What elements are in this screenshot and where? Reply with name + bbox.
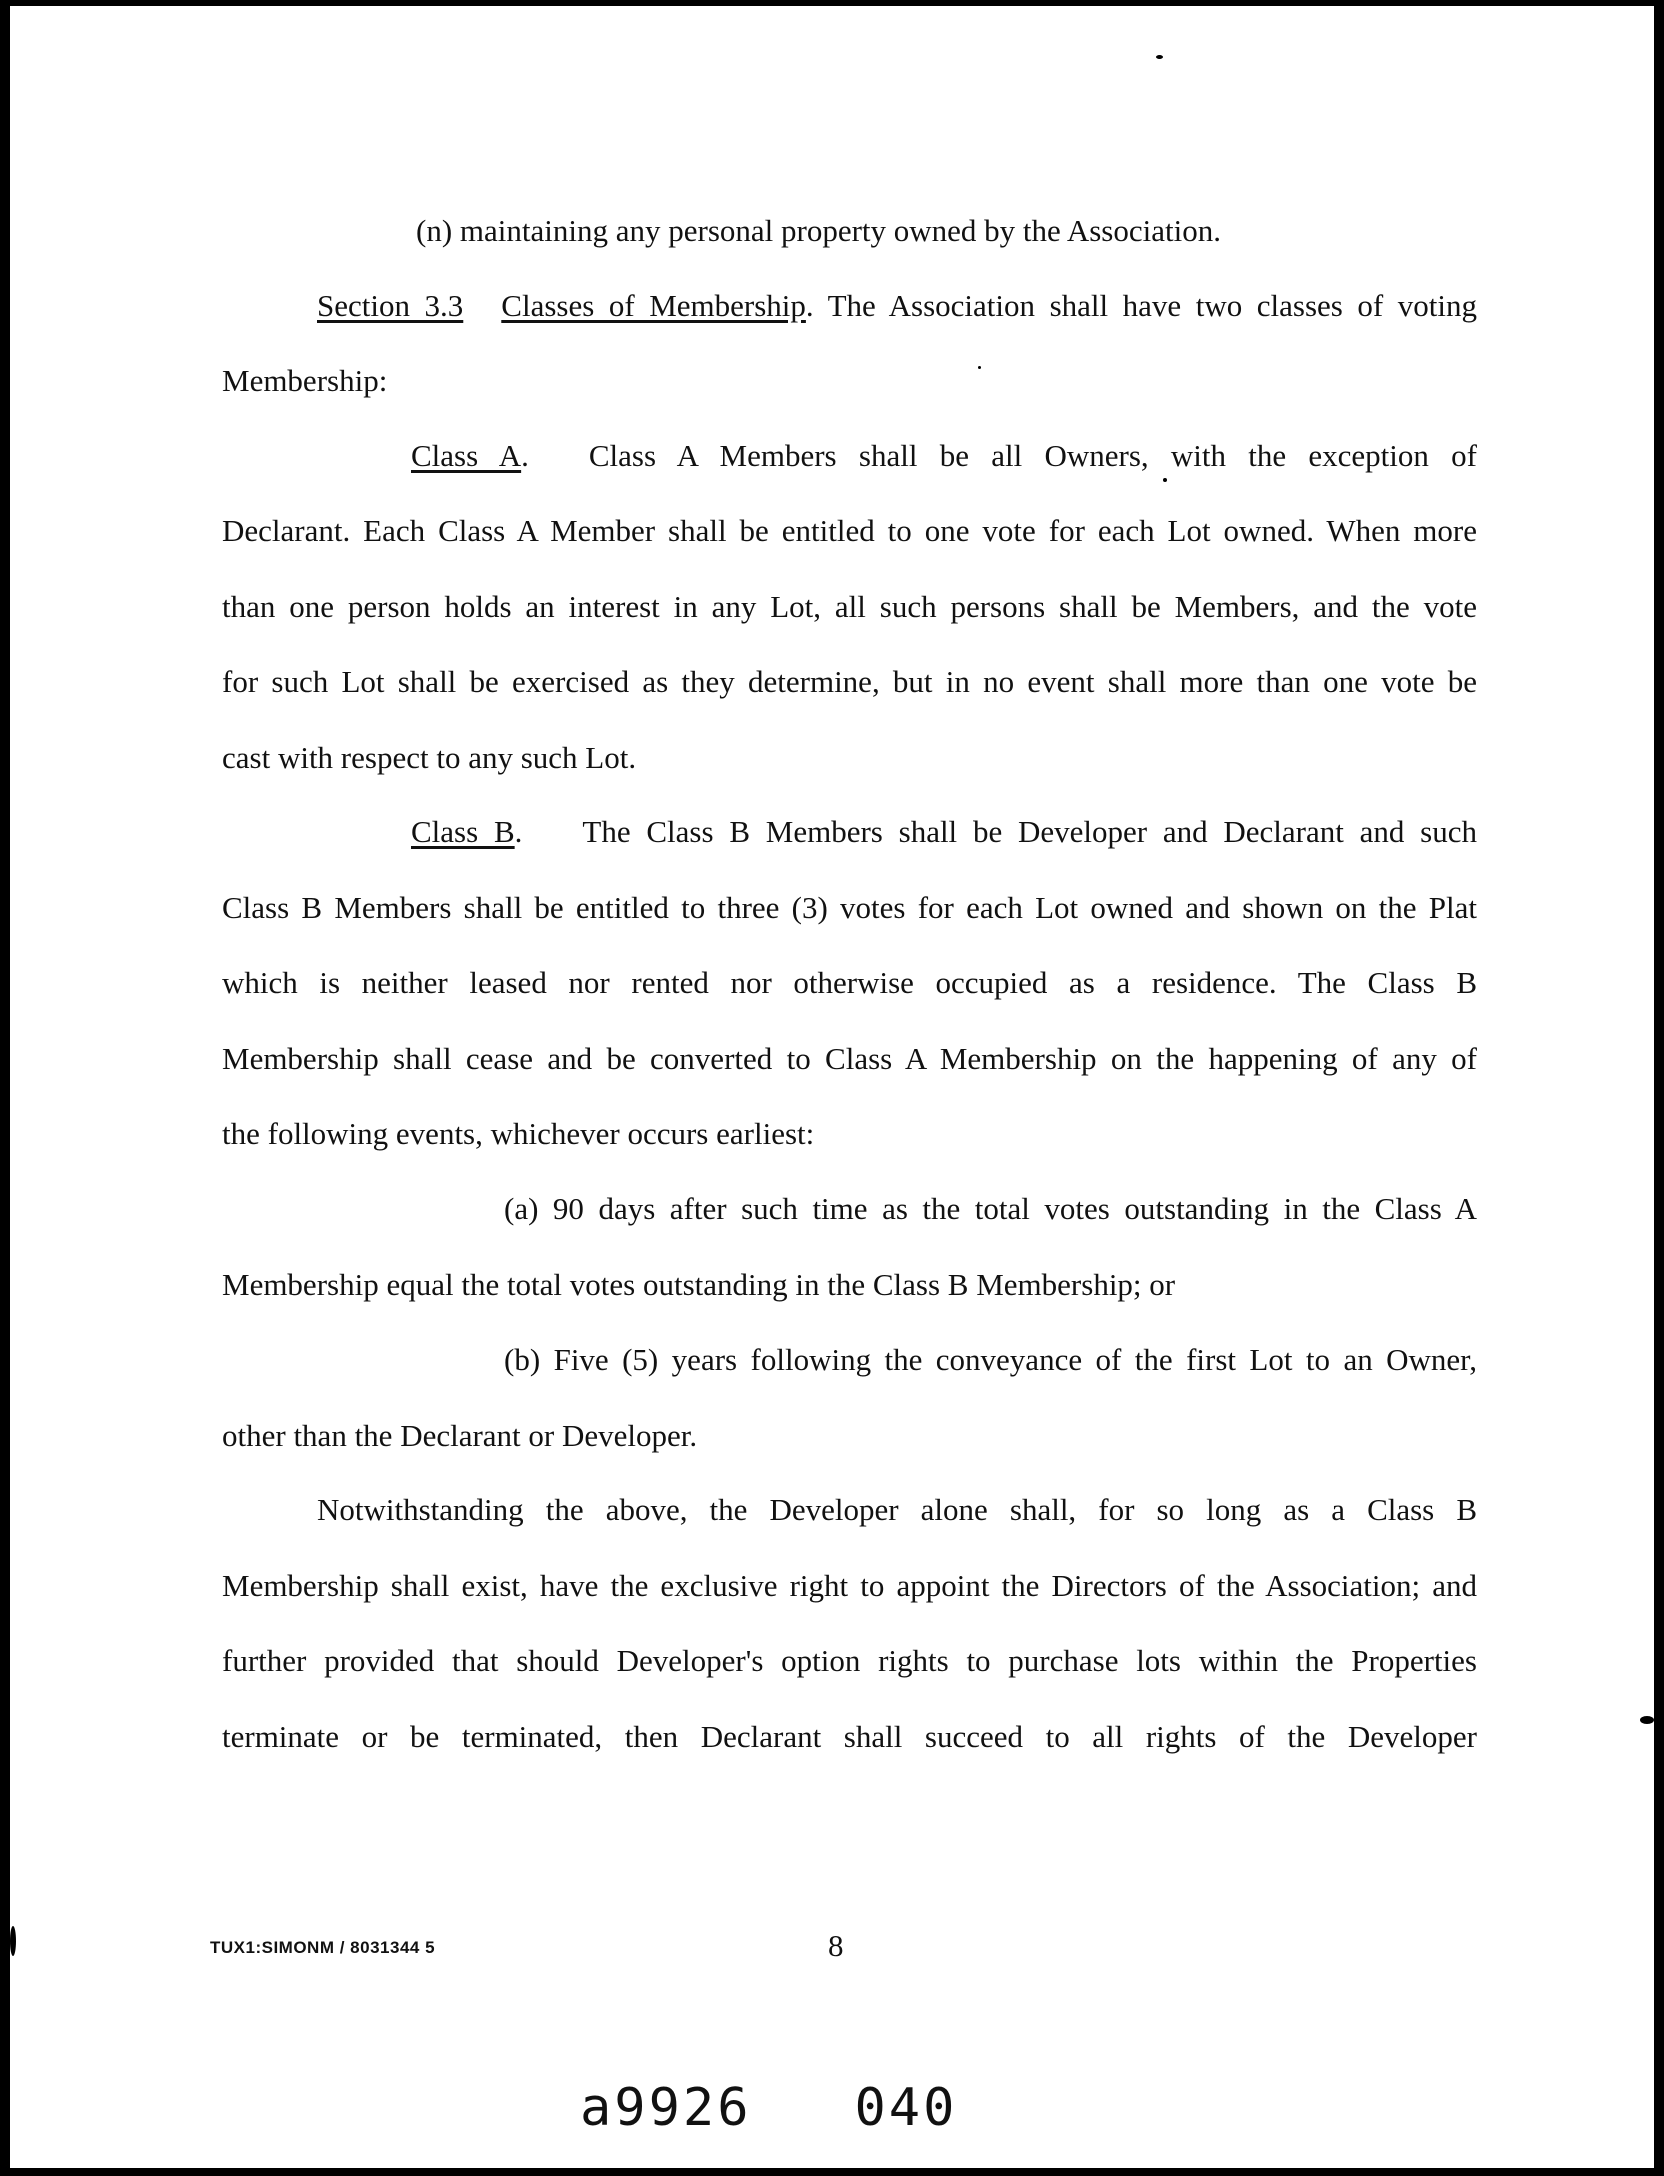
- event-a-line-1: (a) 90 days after such time as the total votes outstanding in the Class A: [504, 1191, 1477, 1226]
- class-a-line-3: than one person holds an interest in any Lot, all such persons shall be Members, and the vote: [222, 589, 1477, 624]
- event-b-line-2: other than the Declarant or Developer.: [222, 1418, 698, 1453]
- footer-doc-id: TUX1:SIMONM / 8031344 5: [210, 1938, 436, 1957]
- class-b-line-3: which is neither leased nor rented nor otherwise occupied as a residence. The Class B: [222, 965, 1477, 1000]
- page-number: 8: [828, 1928, 844, 1963]
- notwithstanding-line-1: Notwithstanding the above, the Developer alone shall, for so long as a Class B: [317, 1492, 1477, 1527]
- notwithstanding-line-3: further provided that should Developer's option rights to purchase lots within the Properties: [222, 1643, 1477, 1678]
- class-a-line-1: Class A. Class A Members shall be all Owners, with the exception of: [411, 438, 1477, 473]
- notwithstanding-line-2: Membership shall exist, have the exclusive right to appoint the Directors of the Association; and: [222, 1568, 1477, 1603]
- class-a-line-5: cast with respect to any such Lot.: [222, 740, 637, 775]
- class-b-line-4: Membership shall cease and be converted to Class A Membership on the happening of any of: [222, 1041, 1477, 1076]
- class-b-line-5: the following events, whichever occurs earliest:: [222, 1116, 815, 1151]
- event-a-line-2: Membership equal the total votes outstanding in the Class B Membership; or: [222, 1267, 1176, 1302]
- class-b-line-2: Class B Members shall be entitled to three (3) votes for each Lot owned and shown on the Plat: [222, 890, 1477, 925]
- event-b-line-1: (b) Five (5) years following the conveyance of the first Lot to an Owner,: [504, 1342, 1477, 1377]
- class-a-heading: Class A: [411, 438, 522, 473]
- scan-speck: [1156, 55, 1163, 59]
- class-a-line-2: Declarant. Each Class A Member shall be entitled to one vote for each Lot owned. When more: [222, 513, 1477, 548]
- section-number: Section 3.3: [317, 288, 464, 323]
- scan-speck: [10, 1926, 16, 1956]
- document-page: [10, 6, 1654, 2168]
- section-title: Classes of Membership: [501, 288, 806, 323]
- class-b-heading: Class B: [411, 814, 515, 849]
- scan-speck: [1163, 478, 1167, 482]
- bates-stamp: a9926 040: [580, 2078, 958, 2138]
- class-b-text: The Class B Members shall be Developer and Declarant and such: [582, 814, 1478, 849]
- class-b-line-1: Class B. The Class B Members shall be Developer and Declarant and such: [411, 814, 1478, 849]
- section-intro-end: Membership:: [222, 363, 388, 398]
- class-a-text: Class A Members shall be all Owners, with the exception of: [588, 438, 1477, 473]
- item-n: (n) maintaining any personal property owned by the Association.: [416, 213, 1221, 248]
- section-intro: . The Association shall have two classes of voting: [805, 288, 1477, 323]
- scan-speck: [1640, 1716, 1654, 1724]
- class-a-line-4: for such Lot shall be exercised as they determine, but in no event shall more than one vote be: [222, 664, 1477, 699]
- notwithstanding-line-4: terminate or be terminated, then Declarant shall succeed to all rights of the Developer: [222, 1719, 1477, 1754]
- scan-speck: [978, 366, 981, 369]
- section-heading: [317, 286, 1477, 326]
